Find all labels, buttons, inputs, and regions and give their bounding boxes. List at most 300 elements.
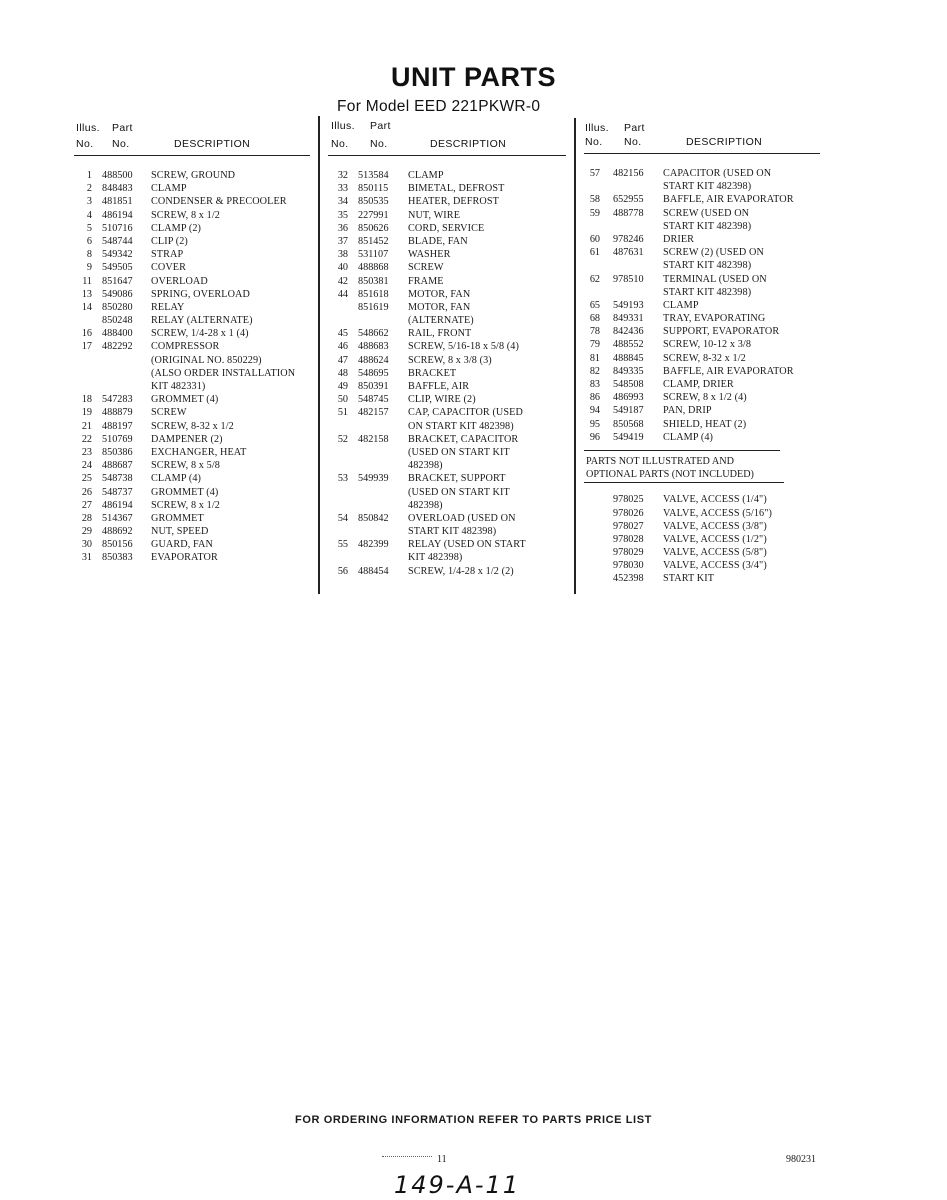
part-row: [584, 493, 820, 506]
part-number: 849331: [613, 313, 644, 325]
part-description: GROMMET (4): [151, 486, 219, 498]
part-number: 510769: [102, 433, 133, 445]
part-description: CLIP, WIRE (2): [408, 394, 476, 406]
part-description: SCREW, 8-32 x 1/2: [151, 420, 234, 432]
illus-number: 58: [589, 194, 600, 206]
part-number: 488879: [102, 407, 133, 419]
part-description: (USED ON START KIT: [408, 486, 510, 498]
parts-column-1: [74, 118, 310, 565]
part-number: 850626: [358, 222, 389, 234]
section-rule: [584, 482, 784, 483]
description-label: DESCRIPTION: [430, 138, 507, 150]
illus-number: 54: [337, 512, 348, 524]
part-number: 481851: [102, 196, 133, 208]
part-description: SCREW, 5/16-18 x 5/8 (4): [408, 341, 519, 353]
dotted-leader: [382, 1156, 432, 1157]
part-description: COVER: [151, 262, 187, 274]
part-row: [584, 559, 820, 572]
part-number: 486194: [102, 499, 133, 511]
illus-label: Illus.: [585, 122, 609, 134]
part-description: VALVE, ACCESS (3/8"): [663, 520, 767, 532]
part-number: 851619: [358, 301, 389, 313]
part-row: [584, 325, 820, 338]
part-description: (ALTERNATE): [408, 315, 474, 327]
illus-number: 56: [337, 565, 348, 577]
page-title: UNIT PARTS: [391, 62, 556, 92]
part-number: 514367: [102, 512, 133, 524]
part-row: [328, 275, 566, 288]
part-description: KIT 482398): [408, 552, 463, 564]
part-row: [328, 551, 566, 564]
part-description: START KIT 482398): [663, 181, 752, 193]
part-row: [74, 327, 310, 340]
part-description: OVERLOAD: [151, 275, 208, 287]
part-row: [584, 418, 820, 431]
part-row: [584, 431, 820, 444]
no-label: No.: [624, 136, 642, 148]
part-description: OVERLOAD (USED ON: [408, 512, 516, 524]
illus-number: 57: [589, 168, 600, 179]
part-number: 978246: [613, 233, 644, 245]
part-number: 978027: [613, 520, 644, 532]
part-number: 850568: [613, 418, 644, 430]
illus-number: 45: [337, 328, 348, 340]
part-number: 850535: [358, 196, 389, 208]
part-row: [74, 486, 310, 499]
part-description: SCREW, GROUND: [151, 170, 236, 181]
part-row: [328, 525, 566, 538]
part-description: CLAMP (2): [151, 222, 202, 234]
illus-number: 83: [589, 379, 600, 390]
part-description: SCREW, 8 x 1/2: [151, 209, 220, 221]
part-number: 510716: [102, 222, 133, 234]
part-row: [328, 288, 566, 301]
part-description: CORD, SERVICE: [408, 222, 485, 234]
part-row: [584, 220, 820, 233]
illus-label: Illus.: [76, 122, 100, 134]
part-description: BAFFLE, AIR EVAPORATOR: [663, 194, 794, 206]
part-row: [74, 235, 310, 248]
part-row: [584, 273, 820, 286]
part-description: (USED ON START KIT: [408, 446, 510, 458]
part-row: [328, 512, 566, 525]
part-label: Part: [112, 122, 133, 134]
part-number: 851452: [358, 235, 389, 247]
column-header: [74, 118, 310, 156]
part-number: 488624: [358, 354, 389, 366]
part-row: [74, 380, 310, 393]
illus-number: 3: [86, 196, 92, 208]
illus-number: 16: [81, 328, 92, 340]
part-description: BIMETAL, DEFROST: [408, 183, 505, 195]
part-description: VALVE, ACCESS (3/4"): [663, 560, 767, 572]
part-description: ON START KIT 482398): [408, 420, 514, 432]
part-row: [584, 378, 820, 391]
part-description: (ORIGINAL NO. 850229): [151, 354, 262, 366]
part-number: 488552: [613, 339, 644, 351]
illus-number: 23: [81, 446, 92, 458]
part-number: 850386: [102, 446, 133, 458]
part-number: 850156: [102, 539, 133, 551]
part-row: [74, 182, 310, 195]
part-number: 488500: [102, 170, 133, 181]
page-number: 11: [437, 1154, 447, 1165]
part-description: GROMMET: [151, 512, 204, 524]
part-row: [328, 261, 566, 274]
part-row: [74, 459, 310, 472]
part-description: START KIT 482398): [663, 286, 752, 298]
illus-label: Illus.: [331, 120, 355, 132]
illus-number: 46: [337, 341, 348, 353]
illus-number: 26: [81, 486, 92, 498]
part-number: 482292: [102, 341, 133, 353]
part-description: SCREW, 8-32 x 1/2: [663, 352, 746, 364]
part-description: SCREW, 8 x 3/8 (3): [408, 354, 492, 366]
illus-number: 81: [589, 352, 600, 364]
part-row: [584, 352, 820, 365]
illus-number: 95: [589, 418, 600, 430]
part-number: 850391: [358, 381, 389, 392]
illus-number: 53: [337, 473, 348, 485]
part-row: [328, 340, 566, 353]
illus-number: 6: [86, 235, 92, 247]
parts-list: [74, 169, 310, 565]
part-description: COMPRESSOR: [151, 341, 220, 353]
illus-number: 62: [589, 273, 600, 285]
part-row: [74, 367, 310, 380]
column-divider: [574, 118, 576, 594]
illus-number: 51: [337, 407, 348, 419]
ordering-info-footer: FOR ORDERING INFORMATION REFER TO PARTS PRICE LIST: [295, 1114, 652, 1126]
part-description: CLAMP (4): [151, 473, 202, 485]
illus-number: 17: [81, 341, 92, 353]
illus-number: 79: [589, 339, 600, 351]
part-description: START KIT: [663, 573, 715, 585]
part-number: 488692: [102, 526, 133, 538]
illus-number: 28: [81, 512, 92, 524]
part-description: RELAY (ALTERNATE): [151, 315, 253, 327]
part-description: NUT, WIRE: [408, 209, 461, 221]
no-label: No.: [331, 138, 349, 150]
part-number: 849335: [613, 365, 644, 377]
part-number: 548744: [102, 235, 133, 247]
no-label: No.: [370, 138, 388, 150]
part-row: [328, 209, 566, 222]
part-description: VALVE, ACCESS (1/4"): [663, 494, 767, 506]
part-row: [584, 312, 820, 325]
part-description: START KIT 482398): [663, 260, 752, 272]
part-row: [584, 507, 820, 520]
part-description: VALVE, ACCESS (1/2"): [663, 533, 767, 545]
part-description: DAMPENER (2): [151, 433, 223, 445]
illus-number: 14: [81, 301, 92, 313]
part-description: SCREW, 1/4-28 x 1 (4): [151, 328, 249, 340]
part-description: GUARD, FAN: [151, 539, 213, 551]
illus-number: 68: [589, 313, 600, 325]
illus-number: 47: [337, 354, 348, 366]
part-description: TERMINAL (USED ON: [663, 273, 767, 285]
illus-number: 94: [589, 405, 600, 417]
part-number: 488683: [358, 341, 389, 353]
part-number: 488868: [358, 262, 389, 274]
part-row: [584, 207, 820, 220]
part-description: SCREW, 1/4-28 x 1/2 (2): [408, 565, 514, 577]
part-number: 488197: [102, 420, 133, 432]
part-description: STRAP: [151, 249, 184, 261]
illus-number: 9: [86, 262, 92, 274]
part-number: 486194: [102, 209, 133, 221]
part-row: [74, 340, 310, 353]
part-description: EXCHANGER, HEAT: [151, 446, 247, 458]
part-number: 548508: [613, 379, 644, 390]
no-label: No.: [112, 138, 130, 150]
part-number: 842436: [613, 326, 644, 338]
part-description: BAFFLE, AIR: [408, 381, 470, 392]
part-description: PAN, DRIP: [663, 405, 712, 417]
illus-number: 42: [337, 275, 348, 287]
part-row: [328, 446, 566, 459]
part-label: Part: [624, 122, 645, 134]
part-number: 487631: [613, 247, 644, 259]
part-description: RELAY (USED ON START: [408, 539, 526, 551]
part-description: CLAMP: [663, 299, 699, 311]
part-row: [328, 406, 566, 419]
part-row: [74, 512, 310, 525]
part-number: 482157: [358, 407, 389, 419]
part-description: SHIELD, HEAT (2): [663, 418, 747, 430]
illus-number: 29: [81, 526, 92, 538]
part-row: [584, 233, 820, 246]
part-number: 652955: [613, 194, 644, 206]
part-description: CLIP (2): [151, 235, 188, 247]
part-number: 488778: [613, 207, 644, 219]
part-number: 851647: [102, 275, 133, 287]
illus-number: 50: [337, 394, 348, 406]
part-number: 482156: [613, 168, 644, 179]
part-number: 978026: [613, 507, 644, 519]
illus-number: 82: [589, 365, 600, 377]
part-number: 548737: [102, 486, 133, 498]
illus-number: 18: [81, 394, 92, 406]
part-description: VALVE, ACCESS (5/16"): [663, 507, 773, 519]
part-row: [74, 248, 310, 261]
part-number: 549505: [102, 262, 133, 274]
part-description: SCREW, 8 x 1/2 (4): [663, 392, 747, 404]
part-row: [328, 169, 566, 182]
illus-number: 32: [337, 170, 348, 181]
part-row: [328, 301, 566, 314]
part-number: 978029: [613, 547, 644, 559]
part-row: [74, 406, 310, 419]
part-number: 488400: [102, 328, 133, 340]
part-row: [584, 167, 820, 180]
part-number: 978030: [613, 560, 644, 572]
part-row: [328, 499, 566, 512]
part-row: [584, 259, 820, 272]
part-row: [74, 301, 310, 314]
part-number: 488687: [102, 460, 133, 472]
illus-number: 34: [337, 196, 348, 208]
parts-list: [584, 167, 820, 586]
section-rule: [584, 450, 780, 451]
part-description: SCREW, 8 x 5/8: [151, 460, 220, 472]
part-row: [584, 572, 820, 585]
part-row: [328, 538, 566, 551]
illus-number: 65: [589, 299, 600, 311]
part-number: 850115: [358, 183, 389, 195]
illus-number: 21: [81, 420, 92, 432]
part-row: [74, 538, 310, 551]
illus-number: 48: [337, 367, 348, 379]
part-description: (ALSO ORDER INSTALLATION: [151, 367, 296, 379]
description-label: DESCRIPTION: [174, 138, 251, 150]
illus-number: 78: [589, 326, 600, 338]
part-number: 978025: [613, 494, 644, 506]
part-row: [74, 354, 310, 367]
illus-number: 30: [81, 539, 92, 551]
part-number: 851618: [358, 288, 389, 300]
no-label: No.: [585, 136, 603, 148]
part-row: [584, 286, 820, 299]
illus-number: 61: [589, 247, 600, 259]
part-number: 549187: [613, 405, 644, 417]
part-number: 482158: [358, 433, 389, 445]
part-description: MOTOR, FAN: [408, 288, 471, 300]
illus-number: 59: [589, 207, 600, 219]
part-row: [584, 365, 820, 378]
handwritten-annotation: 149-A-11: [394, 1171, 521, 1199]
illus-number: 40: [337, 262, 348, 274]
illus-number: 33: [337, 183, 348, 195]
part-description: VALVE, ACCESS (5/8"): [663, 547, 767, 559]
illus-number: 2: [86, 183, 92, 195]
part-description: CLAMP: [151, 183, 187, 195]
part-number: 513584: [358, 170, 389, 181]
part-description: CLAMP: [408, 170, 444, 181]
illus-number: 13: [81, 288, 92, 300]
part-row: [328, 222, 566, 235]
part-description: FRAME: [408, 275, 444, 287]
part-number: 227991: [358, 209, 389, 221]
part-number: 488454: [358, 565, 389, 577]
section-note: OPTIONAL PARTS (NOT INCLUDED): [586, 469, 754, 481]
part-row: [74, 275, 310, 288]
model-subtitle: For Model EED 221PKWR-0: [337, 98, 541, 115]
part-description: SCREW, 10-12 x 3/8: [663, 339, 752, 351]
part-number: 549419: [613, 431, 644, 443]
parts-list: [328, 169, 566, 578]
part-number: 850842: [358, 512, 389, 524]
part-row: [328, 195, 566, 208]
illus-number: 19: [81, 407, 92, 419]
part-description: EVAPORATOR: [151, 552, 218, 564]
illus-number: 31: [81, 552, 92, 564]
part-row: [584, 246, 820, 259]
part-number: 850248: [102, 315, 133, 327]
illus-number: 55: [337, 539, 348, 551]
part-description: HEATER, DEFROST: [408, 196, 499, 208]
part-description: DRIER: [663, 233, 695, 245]
part-row: [328, 565, 566, 578]
part-number: 850280: [102, 301, 133, 313]
part-description: GROMMET (4): [151, 394, 219, 406]
part-row: [328, 314, 566, 327]
part-row: [328, 459, 566, 472]
part-description: BAFFLE, AIR EVAPORATOR: [663, 365, 794, 377]
illus-number: 1: [86, 170, 92, 181]
part-description: SUPPORT, EVAPORATOR: [663, 326, 780, 338]
part-row: [584, 180, 820, 193]
description-label: DESCRIPTION: [686, 136, 763, 148]
illus-number: 96: [589, 431, 600, 443]
illus-number: 35: [337, 209, 348, 221]
no-label: No.: [76, 138, 94, 150]
part-row: [584, 338, 820, 351]
part-number: 548695: [358, 367, 389, 379]
part-number: 848483: [102, 183, 133, 195]
part-description: SCREW (2) (USED ON: [663, 247, 764, 259]
column-header: [328, 118, 566, 156]
part-number: 549086: [102, 288, 133, 300]
part-number: 486993: [613, 392, 644, 404]
part-description: BRACKET, SUPPORT: [408, 473, 506, 485]
part-description: START KIT 482398): [663, 220, 752, 232]
illus-number: 49: [337, 381, 348, 392]
part-row: [74, 420, 310, 433]
part-row: [74, 169, 310, 182]
part-row: [328, 235, 566, 248]
part-row: [584, 299, 820, 312]
illus-number: 8: [86, 249, 92, 261]
part-description: SCREW: [408, 262, 444, 274]
section-note: PARTS NOT ILLUSTRATED AND: [586, 455, 734, 467]
part-description: CAPACITOR (USED ON: [663, 168, 772, 179]
part-row: [328, 327, 566, 340]
part-description: CLAMP, DRIER: [663, 379, 734, 390]
part-row: [74, 209, 310, 222]
part-row: [74, 288, 310, 301]
parts-column-2: [328, 118, 566, 578]
part-number: 547283: [102, 394, 133, 406]
part-row: [584, 404, 820, 417]
illus-number: 22: [81, 433, 92, 445]
part-row: [74, 261, 310, 274]
part-row: [74, 222, 310, 235]
part-description: CLAMP (4): [663, 431, 714, 443]
part-description: RELAY: [151, 301, 185, 313]
part-description: SCREW, 8 x 1/2: [151, 499, 220, 511]
part-row: [328, 486, 566, 499]
part-row: [74, 314, 310, 327]
illus-number: 24: [81, 460, 92, 472]
part-label: Part: [370, 120, 391, 132]
part-number: 549939: [358, 473, 389, 485]
illus-number: 44: [337, 288, 348, 300]
illus-number: 86: [589, 392, 600, 404]
part-number: 978510: [613, 273, 644, 285]
part-description: START KIT 482398): [408, 526, 497, 538]
part-description: 482398): [408, 499, 443, 511]
part-number: 549342: [102, 249, 133, 261]
part-row: [328, 354, 566, 367]
part-row: [584, 546, 820, 559]
illus-number: 38: [337, 249, 348, 261]
part-description: BLADE, FAN: [408, 235, 468, 247]
part-description: BRACKET: [408, 367, 457, 379]
part-number: 452398: [613, 573, 644, 585]
part-number: 482399: [358, 539, 389, 551]
part-number: 548662: [358, 328, 389, 340]
